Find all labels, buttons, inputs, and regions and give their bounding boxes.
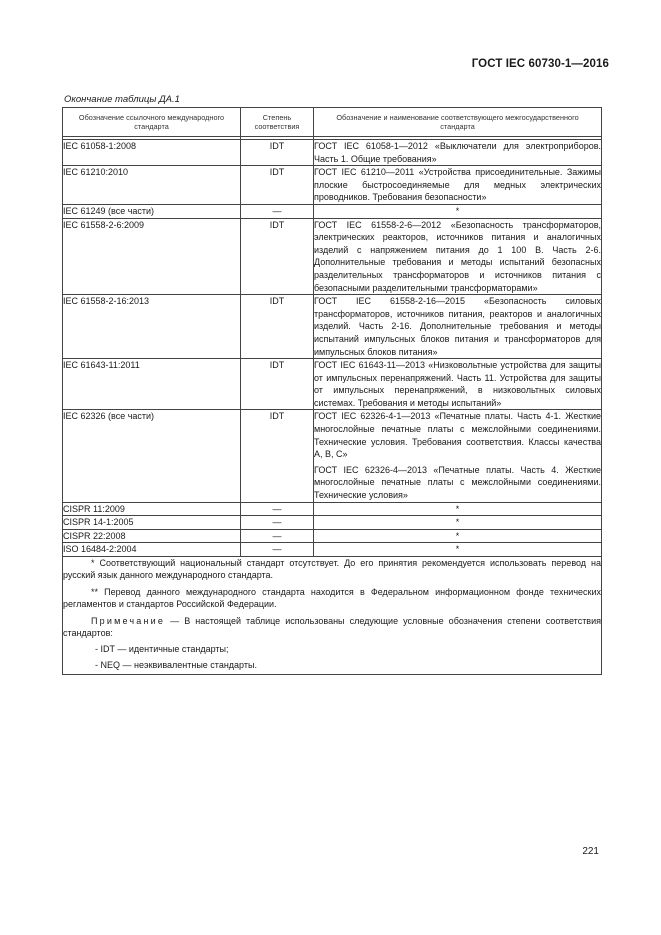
degree-cell: IDT bbox=[241, 295, 314, 359]
column-header-national: Обозначение и наименование соответствующего межгосударственного стандарта bbox=[314, 108, 602, 137]
national-standard-cell bbox=[314, 516, 602, 530]
national-standard-text: ГОСТ IEC 61643-11—2013 «Низковольтные устройства для защиты от импульсных перенапряжений. Часть 11. Устройства для защиты от импульсных перенапряжений, в низковольтных силовых системах. Требования и методы испытаний» bbox=[314, 360, 601, 408]
reference-standard-cell: CISPR 11:2009 bbox=[63, 502, 241, 516]
national-standard-cell bbox=[314, 204, 602, 218]
reference-standard-cell: IEC 61643-11:2011 bbox=[63, 359, 241, 410]
national-standard-text: ГОСТ IEC 62326-4—2013 «Печатные платы. Часть 4. Жесткие многослойные печатные платы с межслойными соединениями. Технические условия» bbox=[314, 464, 601, 501]
reference-standard-cell: IEC 61558-2-6:2009 bbox=[63, 218, 241, 295]
national-standard-text: ГОСТ IEC 61210—2011 «Устройства присоединительные. Зажимы плоские быстросоединяемые для медных электрических проводников. Требования безопасности» bbox=[314, 167, 601, 203]
table-body bbox=[63, 137, 602, 557]
national-standard-text: ГОСТ IEC 61058-1—2012 «Выключатели для электроприборов. Часть 1. Общие требования» bbox=[314, 141, 601, 164]
national-standard-cell bbox=[314, 543, 602, 557]
page-number: 221 bbox=[582, 846, 599, 857]
national-standard-text: ГОСТ IEC 61558-2-16—2015 «Безопасность силовых трансформаторов, источников питания, реакторов и аналогичных изделий. Часть 2-16. Дополнительные требования и методы испытаний импульсных блоков питания и трансформаторов для импульсных блоков питания» bbox=[314, 296, 601, 357]
note-label: Примечание bbox=[91, 615, 166, 626]
national-standard-text: * bbox=[455, 503, 460, 514]
degree-cell: IDT bbox=[241, 140, 314, 166]
column-header-degree: Степень соответствия bbox=[241, 108, 314, 137]
national-standard-cell bbox=[314, 529, 602, 543]
degree-cell: — bbox=[241, 502, 314, 516]
degree-cell: IDT bbox=[241, 410, 314, 502]
table-notes bbox=[63, 557, 602, 675]
table-caption: Окончание таблицы ДА.1 bbox=[64, 94, 180, 105]
footnote-single-star: * Соответствующий национальный стандарт отсутствует. До его принятия рекомендуется использовать перевод на русский язык данного международного стандарта. bbox=[63, 558, 601, 581]
degree-cell: IDT bbox=[241, 218, 314, 295]
table-row bbox=[63, 359, 602, 410]
table-row bbox=[63, 529, 602, 543]
national-standard-cell bbox=[314, 295, 602, 359]
national-standard-cell bbox=[314, 166, 602, 205]
note-item-neq: - NEQ — неэквивалентные стандарты. bbox=[95, 659, 257, 670]
reference-standard-cell: IEC 62326 (все части) bbox=[63, 410, 241, 502]
note-paragraph bbox=[63, 615, 601, 640]
national-standard-cell bbox=[314, 410, 602, 502]
table-row bbox=[63, 204, 602, 218]
table-header-row bbox=[63, 108, 602, 137]
reference-standard-cell: IEC 61249 (все части) bbox=[63, 204, 241, 218]
table-row bbox=[63, 295, 602, 359]
note-text: — В настоящей таблице использованы следующие условные обозначения степени соответствия стандартов: bbox=[63, 615, 601, 639]
national-standard-cell bbox=[314, 140, 602, 166]
table-row bbox=[63, 543, 602, 557]
footnote-double-star: ** Перевод данного международного стандарта находится в Федеральном информационном фонде технических регламентов и стандартов Российской Федерации. bbox=[63, 586, 601, 610]
national-standard-text: * bbox=[455, 544, 460, 555]
national-standard-text: ГОСТ IEC 62326-4-1—2013 «Печатные платы. Часть 4-1. Жесткие многослойные печатные платы с межслойными соединениями. Технические условия. Требования соответствия. Классы качества А, В, С» bbox=[314, 411, 601, 460]
reference-standard-cell: ISO 16484-2:2004 bbox=[63, 543, 241, 557]
notes-row bbox=[63, 557, 602, 675]
column-header-ref: Обозначение ссылочного международного стандарта bbox=[63, 108, 241, 137]
table-row bbox=[63, 166, 602, 205]
degree-cell: IDT bbox=[241, 166, 314, 205]
note-item-idt: - IDT — идентичные стандарты; bbox=[95, 644, 229, 655]
national-standard-text: * bbox=[455, 530, 460, 541]
national-standard-text: ГОСТ IEC 61558-2-6—2012 «Безопасность трансформаторов, электрических реакторов, источников питания и аналогичных изделий с напряжением питания до 1 100 В. Часть 2-6. Дополнительные требования и методы испытаний безопасных разделительных трансформаторов и источников питания с безопасными разделительными трансформаторами» bbox=[314, 219, 601, 293]
table-row bbox=[63, 140, 602, 166]
table-row bbox=[63, 516, 602, 530]
table-row bbox=[63, 502, 602, 516]
degree-cell: — bbox=[241, 204, 314, 218]
national-standard-text: * bbox=[455, 205, 460, 216]
national-standard-text: * bbox=[455, 517, 460, 528]
national-standard-cell bbox=[314, 218, 602, 295]
reference-standard-cell: IEC 61558-2-16:2013 bbox=[63, 295, 241, 359]
degree-cell: IDT bbox=[241, 359, 314, 410]
reference-standard-cell: CISPR 14-1:2005 bbox=[63, 516, 241, 530]
table-row bbox=[63, 218, 602, 295]
reference-standard-cell: CISPR 22:2008 bbox=[63, 529, 241, 543]
national-standard-cell bbox=[314, 359, 602, 410]
reference-standard-cell: IEC 61058-1:2008 bbox=[63, 140, 241, 166]
degree-cell: — bbox=[241, 516, 314, 530]
national-standard-cell bbox=[314, 502, 602, 516]
reference-standards-table bbox=[62, 107, 602, 675]
reference-standard-cell: IEC 61210:2010 bbox=[63, 166, 241, 205]
document-id-header: ГОСТ IEC 60730-1—2016 bbox=[471, 58, 609, 70]
degree-cell: — bbox=[241, 529, 314, 543]
table-row bbox=[63, 410, 602, 502]
degree-cell: — bbox=[241, 543, 314, 557]
